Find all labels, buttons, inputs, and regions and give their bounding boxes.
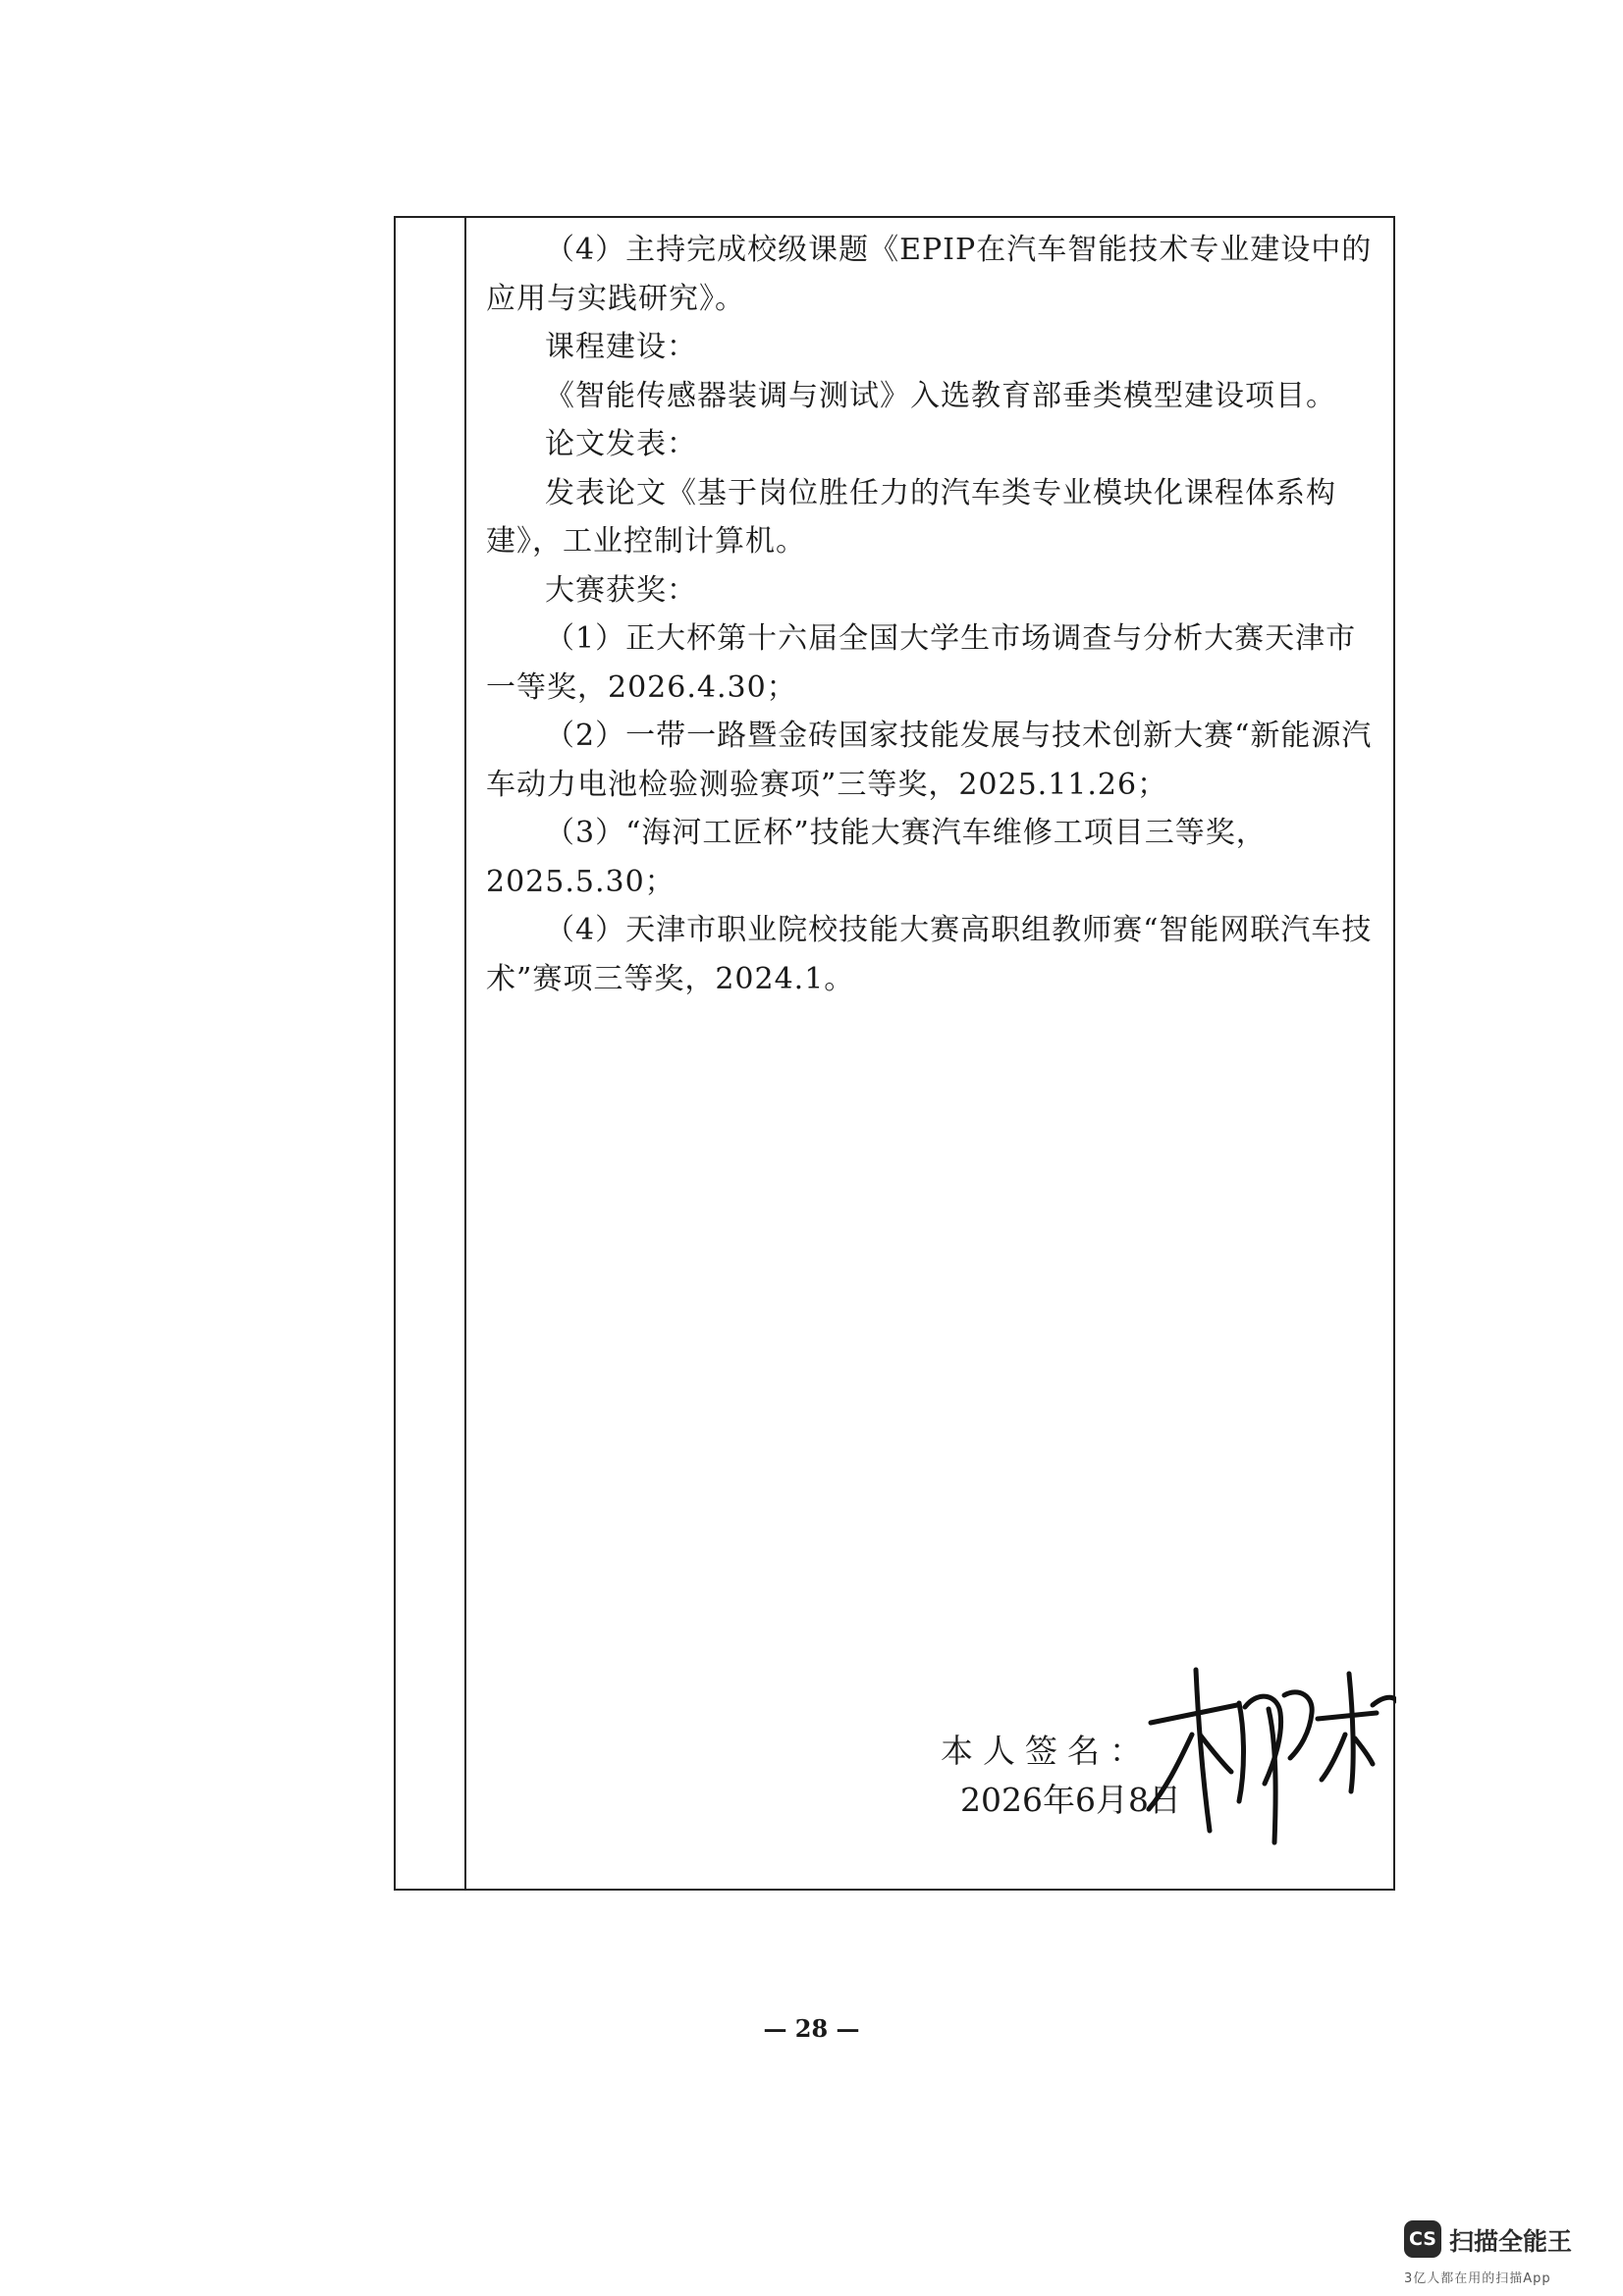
content-paragraph: （4）天津市职业院校技能大赛高职组教师赛“智能网联汽车技术”赛项三等奖，2024.1。 (486, 913, 1373, 996)
content-paragraph: （2）一带一路暨金砖国家技能发展与技术创新大赛“新能源汽车动力电池检验测验赛项”三等奖，2025.11.26； (486, 719, 1373, 802)
content-paragraph: 论文发表： (545, 427, 697, 461)
content-paragraph: 课程建设： (545, 330, 697, 364)
content-area (486, 226, 1380, 1003)
scanner-watermark (1404, 2220, 1610, 2289)
content-paragraph: （1）正大杯第十六届全国大学生市场调查与分析大赛天津市一等奖，2026.4.30； (486, 621, 1357, 705)
page-number: — 28 — (763, 2014, 860, 2043)
content-paragraph: （3）“海河工匠杯”技能大赛汽车维修工项目三等奖，2025.5.30； (486, 816, 1267, 899)
label-column (396, 218, 466, 1889)
camscanner-logo-icon: CS (1404, 2220, 1441, 2258)
content-paragraph: 大赛获奖： (545, 572, 697, 608)
watermark-tagline: 3亿人都在用的扫描App (1404, 2271, 1551, 2286)
signature-label: 本人签名： (941, 1732, 1152, 1770)
content-paragraph: （4）主持完成校级课题《EPIP在汽车智能技术专业建设中的应用与实践研究》。 (486, 233, 1373, 316)
content-paragraph: 《智能传感器装调与测试》入选教育部垂类模型建设项目。 (545, 378, 1336, 413)
handwritten-signature (748, 1477, 1396, 1870)
watermark-app-name: 扫描全能王 (1449, 2227, 1573, 2256)
content-paragraph: 发表论文《基于岗位胜任力的汽车类专业模块化课程体系构建》，工业控制计算机。 (486, 475, 1336, 559)
signature-date: 2026年6月8日 (960, 1781, 1181, 1819)
